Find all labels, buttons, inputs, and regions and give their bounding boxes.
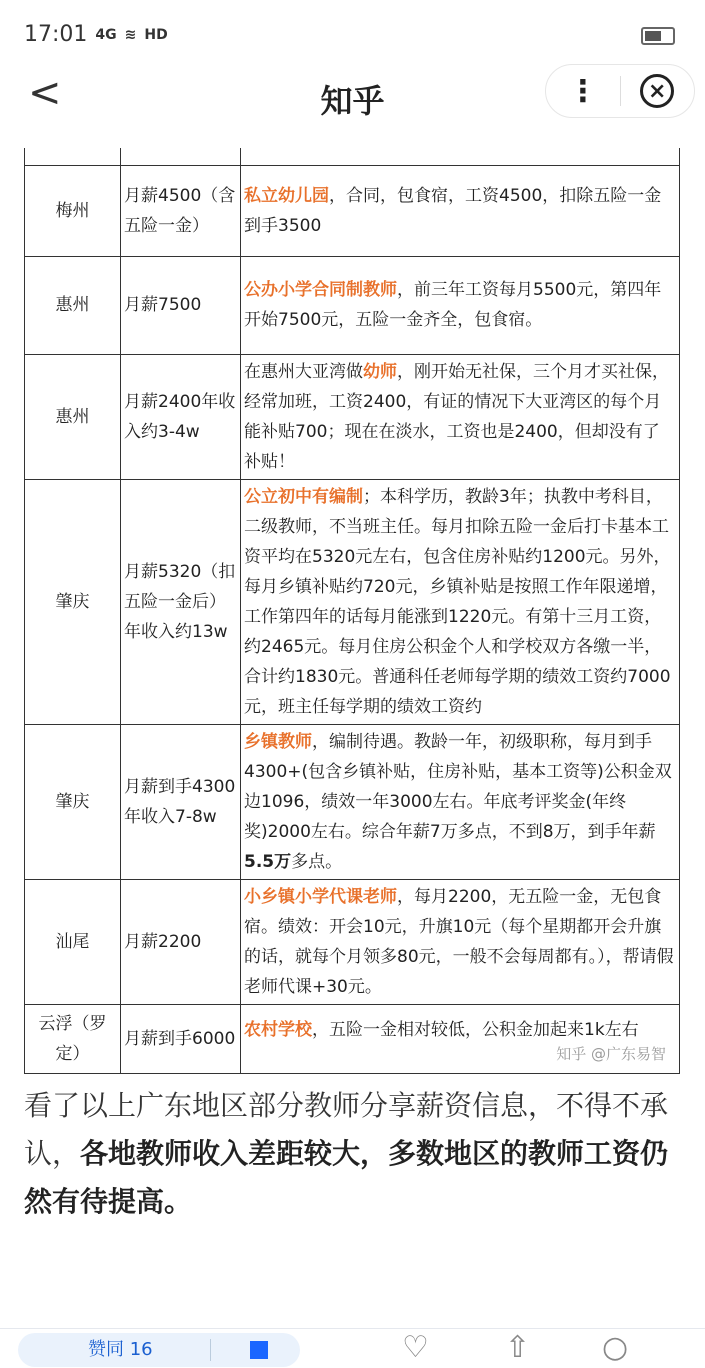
share-icon[interactable]: ⇧ bbox=[505, 1330, 531, 1365]
desc-text: ，刚开始无社保，三个月才买社保，经常加班，工资2400，有证的情况下大亚湾区的每个月能补贴700；现在在淡水，工资也是2400，但却没有了补贴！ bbox=[244, 361, 669, 472]
table-row bbox=[25, 256, 680, 354]
mini-program-capsule bbox=[545, 64, 695, 118]
battery-icon bbox=[641, 27, 675, 45]
desc-text: ；本科学历，教龄3年；执教中考科目，二级教师，不当班主任。每月扣除五险一金后打卡基本工资平均在5320元左右，包含住房补贴约1200元。另外，每月乡镇补贴约720元，乡镇补贴是按照工作年限递增，工作第四年的话每月能涨到1220元。有第十三月工资，约2465元。每月住房公积金个人和学校双方各缴一半，合计约1830元。普通科任老师每学期的绩效工资约7000元，班主任每学期的绩效工资约 bbox=[244, 486, 671, 717]
table-row bbox=[25, 1004, 680, 1073]
upvote-label: 赞同 16 bbox=[88, 1339, 153, 1360]
signal-icon: 4G bbox=[95, 26, 117, 43]
description-cell bbox=[241, 1004, 680, 1073]
desc-text: ，编制待遇。教龄一年，初级职称，每月到手4300+(包含乡镇补贴，住房补贴，基本工资等)公积金双边1096，绩效一年3000左右。年底考评奖金(年终奖)2000左右。综合年薪7万多点，不到8万，到手年薪 bbox=[244, 731, 672, 842]
article-content bbox=[24, 148, 680, 1226]
desc-text: ，五险一金相对较低，公积金加起来1k左右 bbox=[312, 1019, 639, 1040]
table-row bbox=[25, 354, 680, 479]
desc-bold: 5.5万 bbox=[244, 851, 292, 872]
bottom-action-bar bbox=[0, 1328, 705, 1368]
salary-cell: 月薪5320（扣五险一金后）年收入约13w bbox=[121, 479, 241, 724]
job-type-highlight: 公立初中有编制 bbox=[244, 486, 363, 507]
salary-cell: 月薪到手6000 bbox=[121, 1004, 241, 1073]
upvote-button[interactable] bbox=[18, 1333, 300, 1367]
page-title: 知乎 bbox=[320, 82, 385, 120]
table-row bbox=[25, 479, 680, 724]
table-row bbox=[25, 148, 680, 165]
city-cell: 惠州 bbox=[25, 256, 121, 354]
description-cell bbox=[241, 479, 680, 724]
salary-cell: 月薪4500（含五险一金） bbox=[121, 165, 241, 256]
city-cell: 肇庆 bbox=[25, 479, 121, 724]
city-cell: 梅州 bbox=[25, 165, 121, 256]
salary-cell: 月薪7500 bbox=[121, 256, 241, 354]
city-cell: 汕尾 bbox=[25, 879, 121, 1004]
clock: 17:01 bbox=[24, 22, 88, 47]
job-type-highlight: 公办小学合同制教师 bbox=[244, 280, 397, 300]
back-button[interactable]: < bbox=[28, 70, 62, 116]
desc-end: 多点。 bbox=[291, 851, 343, 872]
table-row bbox=[25, 724, 680, 879]
salary-cell: 月薪2200 bbox=[121, 879, 241, 1004]
salary-cell: 月薪到手4300年收入7-8w bbox=[121, 724, 241, 879]
table-row bbox=[25, 165, 680, 256]
job-type-highlight: 农村学校 bbox=[244, 1019, 312, 1040]
downvote-icon[interactable] bbox=[250, 1341, 268, 1359]
desc-text: ，每月2200，无五险一金，无包食宿。绩效：开会10元，升旗10元（每个星期都开会升旗的话，就每个月领多80元，一般不会每周都有。），帮请假老师代课+30元。 bbox=[244, 886, 674, 997]
city-cell: 云浮（罗定） bbox=[25, 1004, 121, 1073]
salary-cell: 月薪2400年收入约3-4w bbox=[121, 354, 241, 479]
article-paragraph bbox=[24, 1082, 674, 1226]
paragraph-bold-text: 各地教师收入差距较大，多数地区的教师工资仍然有待提高。 bbox=[24, 1136, 669, 1218]
wifi-icon: ≋ bbox=[124, 26, 137, 43]
job-type-highlight: 私立幼儿园 bbox=[244, 185, 329, 206]
paragraph-text: 看了以上广东地区部分教师分享薪资信息，不得不承认， bbox=[24, 1088, 669, 1170]
salary-table bbox=[24, 148, 680, 1074]
description-cell bbox=[241, 354, 680, 479]
description-cell bbox=[241, 165, 680, 256]
heart-icon[interactable]: ♡ bbox=[402, 1330, 429, 1365]
close-button[interactable] bbox=[621, 74, 695, 108]
more-icon[interactable]: ⋮ bbox=[567, 73, 598, 109]
table-row bbox=[25, 879, 680, 1004]
watermark: 知乎 @广东易智 bbox=[556, 1044, 666, 1063]
job-type-highlight: 小乡镇小学代课老师 bbox=[244, 886, 397, 907]
job-type-highlight: 乡镇教师 bbox=[244, 731, 312, 752]
comment-icon[interactable]: ○ bbox=[602, 1330, 629, 1365]
desc-text: ，前三年工资每月5500元，第四年开始7500元，五险一金齐全，包食宿。 bbox=[244, 280, 662, 330]
hd-icon: HD bbox=[144, 26, 168, 43]
description-cell bbox=[241, 724, 680, 879]
description-cell bbox=[241, 879, 680, 1004]
description-cell bbox=[241, 256, 680, 354]
city-cell: 惠州 bbox=[25, 354, 121, 479]
job-type-highlight: 幼师 bbox=[363, 361, 397, 382]
desc-text: ，合同，包食宿，工资4500，扣除五险一金到手3500 bbox=[244, 185, 662, 236]
city-cell: 肇庆 bbox=[25, 724, 121, 879]
close-icon: × bbox=[640, 74, 674, 108]
desc-prefix: 在惠州大亚湾做 bbox=[244, 361, 363, 382]
